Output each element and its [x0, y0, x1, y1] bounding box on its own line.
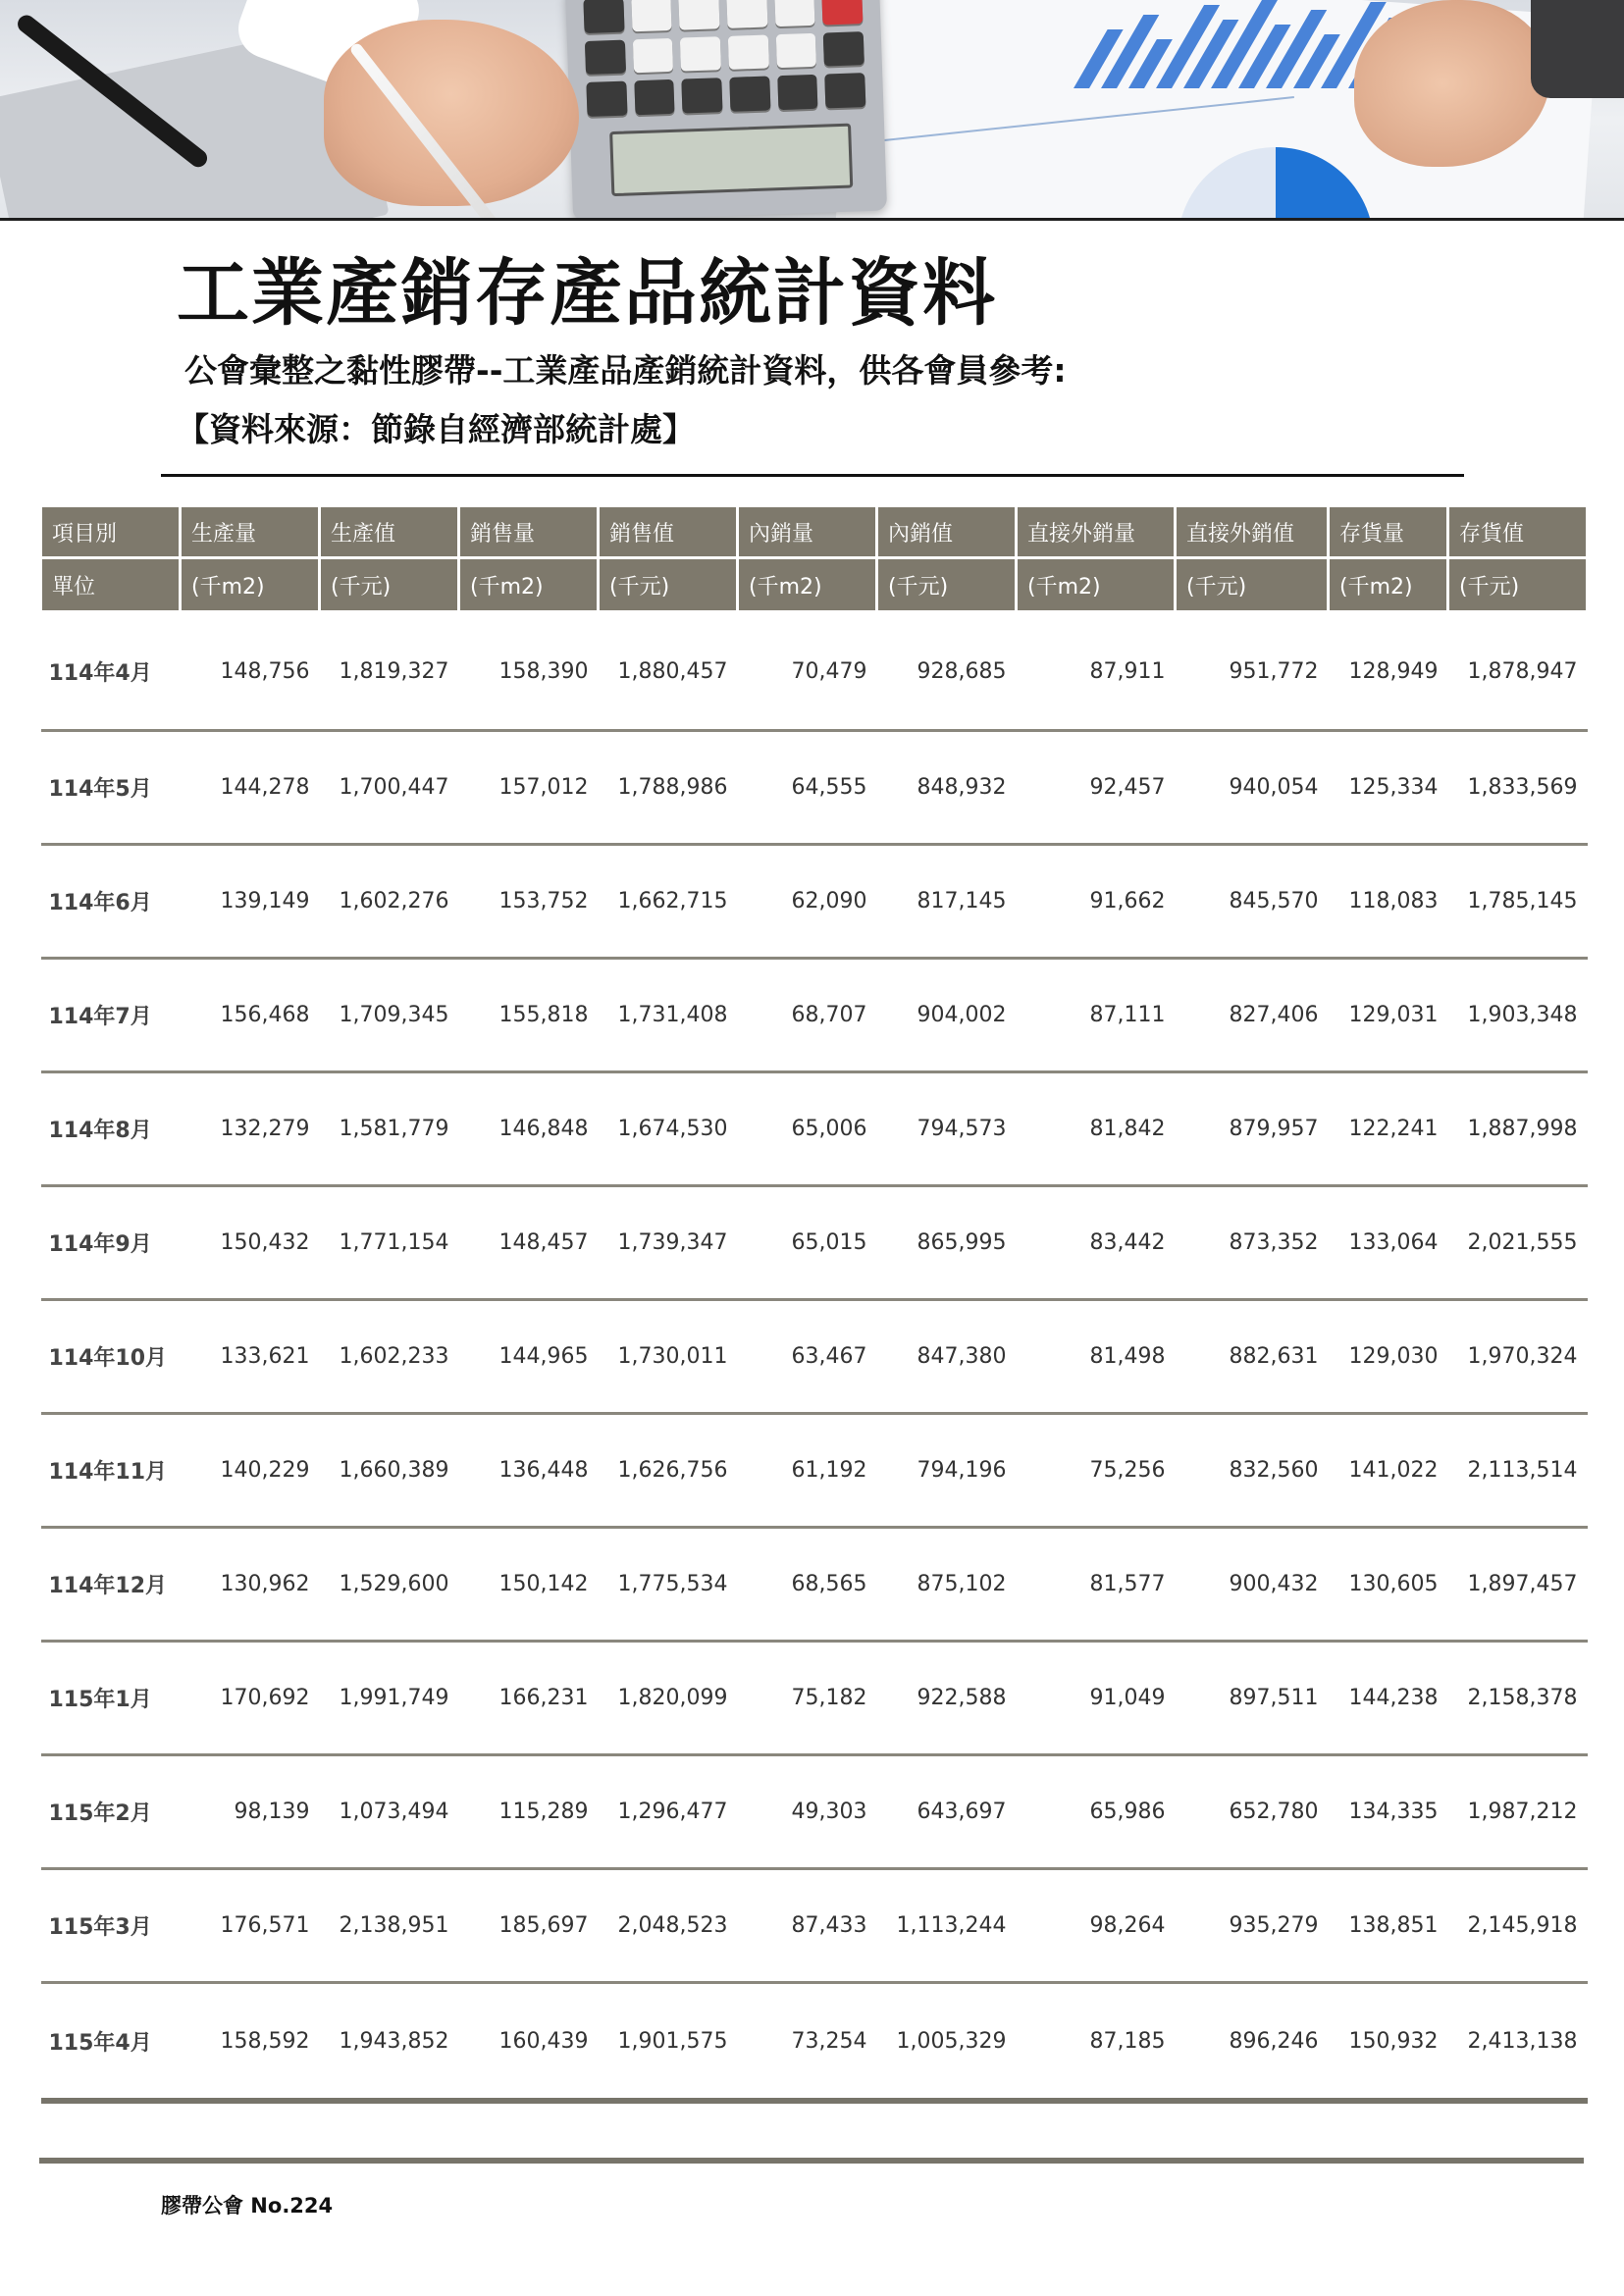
table-cell: 87,185 — [1017, 1983, 1176, 2102]
table-row — [41, 1528, 1588, 1642]
table-cell: 904,002 — [877, 959, 1017, 1072]
table-cell: 1,991,749 — [320, 1642, 459, 1755]
statistics-table — [39, 504, 1589, 2104]
unit-header: (千元) — [1448, 558, 1588, 612]
table-cell: 827,406 — [1176, 959, 1329, 1072]
table-cell: 1,887,998 — [1448, 1072, 1588, 1186]
table-cell: 122,241 — [1329, 1072, 1448, 1186]
table-cell: 922,588 — [877, 1642, 1017, 1755]
table-cell: 73,254 — [738, 1983, 877, 2102]
column-header: 生產值 — [320, 506, 459, 558]
units-row — [41, 558, 1588, 612]
table-cell: 1,529,600 — [320, 1528, 459, 1642]
table-cell: 65,986 — [1017, 1755, 1176, 1869]
table-row — [41, 1983, 1588, 2102]
table-cell: 848,932 — [877, 731, 1017, 845]
table-cell: 155,818 — [459, 959, 599, 1072]
table-cell: 132,279 — [181, 1072, 320, 1186]
unit-header: (千元) — [1176, 558, 1329, 612]
column-header: 內銷值 — [877, 506, 1017, 558]
table-cell: 158,592 — [181, 1983, 320, 2102]
unit-header: (千m2) — [459, 558, 599, 612]
table-cell: 951,772 — [1176, 612, 1329, 731]
unit-header: 單位 — [41, 558, 181, 612]
column-header: 內銷量 — [738, 506, 877, 558]
table-cell: 148,457 — [459, 1186, 599, 1300]
row-period-label: 114年10月 — [41, 1300, 181, 1414]
table-row — [41, 731, 1588, 845]
table-cell: 1,626,756 — [599, 1414, 738, 1528]
header-row — [41, 506, 1588, 558]
unit-header: (千m2) — [738, 558, 877, 612]
table-row — [41, 959, 1588, 1072]
unit-header: (千m2) — [181, 558, 320, 612]
table-cell: 847,380 — [877, 1300, 1017, 1414]
table-cell: 1,943,852 — [320, 1983, 459, 2102]
table-cell: 65,006 — [738, 1072, 877, 1186]
table-cell: 794,573 — [877, 1072, 1017, 1186]
column-header: 銷售值 — [599, 506, 738, 558]
table-row — [41, 1300, 1588, 1414]
table-cell: 817,145 — [877, 845, 1017, 959]
table-cell: 150,432 — [181, 1186, 320, 1300]
row-period-label: 114年6月 — [41, 845, 181, 959]
table-cell: 91,662 — [1017, 845, 1176, 959]
table-cell: 81,498 — [1017, 1300, 1176, 1414]
column-header: 直接外銷量 — [1017, 506, 1176, 558]
table-cell: 62,090 — [738, 845, 877, 959]
table-cell: 2,048,523 — [599, 1869, 738, 1983]
table-cell: 115,289 — [459, 1755, 599, 1869]
calculator-shape — [565, 0, 887, 221]
table-cell: 1,073,494 — [320, 1755, 459, 1869]
table-row — [41, 1642, 1588, 1755]
table-cell: 1,785,145 — [1448, 845, 1588, 959]
table-cell: 139,149 — [181, 845, 320, 959]
page-subtitle: 公會彙整之黏性膠帶--工業產品產銷統計資料，供各會員參考: — [184, 351, 1067, 390]
table-cell: 92,457 — [1017, 731, 1176, 845]
table-cell: 1,771,154 — [320, 1186, 459, 1300]
unit-header: (千元) — [599, 558, 738, 612]
table-row — [41, 612, 1588, 731]
table-cell: 1,820,099 — [599, 1642, 738, 1755]
column-header: 生產量 — [181, 506, 320, 558]
table-cell: 845,570 — [1176, 845, 1329, 959]
table-cell: 1,775,534 — [599, 1528, 738, 1642]
table-cell: 1,788,986 — [599, 731, 738, 845]
table-cell: 882,631 — [1176, 1300, 1329, 1414]
title-divider — [161, 474, 1464, 477]
table-cell: 134,335 — [1329, 1755, 1448, 1869]
table-cell: 1,731,408 — [599, 959, 738, 1072]
unit-header: (千元) — [320, 558, 459, 612]
table-cell: 1,880,457 — [599, 612, 738, 731]
table-cell: 130,962 — [181, 1528, 320, 1642]
row-period-label: 114年4月 — [41, 612, 181, 731]
table-cell: 153,752 — [459, 845, 599, 959]
table-cell: 832,560 — [1176, 1414, 1329, 1528]
row-period-label: 115年4月 — [41, 1983, 181, 2102]
table-cell: 2,413,138 — [1448, 1983, 1588, 2102]
row-period-label: 114年8月 — [41, 1072, 181, 1186]
table-cell: 87,911 — [1017, 612, 1176, 731]
table-cell: 160,439 — [459, 1983, 599, 2102]
table-cell: 91,049 — [1017, 1642, 1176, 1755]
table-cell: 64,555 — [738, 731, 877, 845]
table-cell: 1,005,329 — [877, 1983, 1017, 2102]
table-cell: 935,279 — [1176, 1869, 1329, 1983]
row-period-label: 115年2月 — [41, 1755, 181, 1869]
table-cell: 140,229 — [181, 1414, 320, 1528]
table-cell: 98,264 — [1017, 1869, 1176, 1983]
row-period-label: 114年7月 — [41, 959, 181, 1072]
table-cell: 65,015 — [738, 1186, 877, 1300]
table-cell: 879,957 — [1176, 1072, 1329, 1186]
table-cell: 61,192 — [738, 1414, 877, 1528]
table-cell: 2,138,951 — [320, 1869, 459, 1983]
table-cell: 940,054 — [1176, 731, 1329, 845]
table-cell: 68,565 — [738, 1528, 877, 1642]
table-cell: 49,303 — [738, 1755, 877, 1869]
table-cell: 185,697 — [459, 1869, 599, 1983]
table-cell: 81,842 — [1017, 1072, 1176, 1186]
table-cell: 1,660,389 — [320, 1414, 459, 1528]
unit-header: (千元) — [877, 558, 1017, 612]
column-header: 存貨量 — [1329, 506, 1448, 558]
table-cell: 130,605 — [1329, 1528, 1448, 1642]
row-period-label: 114年5月 — [41, 731, 181, 845]
table-cell: 138,851 — [1329, 1869, 1448, 1983]
table-cell: 643,697 — [877, 1755, 1017, 1869]
footer-divider — [39, 2158, 1584, 2164]
table-cell: 87,433 — [738, 1869, 877, 1983]
row-period-label: 115年1月 — [41, 1642, 181, 1755]
table-cell: 1,730,011 — [599, 1300, 738, 1414]
column-header: 項目別 — [41, 506, 181, 558]
table-cell: 156,468 — [181, 959, 320, 1072]
table-cell: 1,739,347 — [599, 1186, 738, 1300]
row-period-label: 114年12月 — [41, 1528, 181, 1642]
column-header: 直接外銷值 — [1176, 506, 1329, 558]
table-cell: 1,602,233 — [320, 1300, 459, 1414]
footer-label: 膠帶公會 No.224 — [161, 2194, 334, 2218]
table-body — [41, 612, 1588, 2102]
table-cell: 136,448 — [459, 1414, 599, 1528]
table-cell: 896,246 — [1176, 1983, 1329, 2102]
table-row — [41, 1072, 1588, 1186]
table-cell: 1,970,324 — [1448, 1300, 1588, 1414]
table-cell: 897,511 — [1176, 1642, 1329, 1755]
table-cell: 144,278 — [181, 731, 320, 845]
table-cell: 133,621 — [181, 1300, 320, 1414]
table-cell: 68,707 — [738, 959, 877, 1072]
table-row — [41, 1755, 1588, 1869]
unit-header: (千m2) — [1017, 558, 1176, 612]
table-row — [41, 1869, 1588, 1983]
table-cell: 70,479 — [738, 612, 877, 731]
sleeve-right-shape — [1531, 0, 1624, 98]
table-cell: 1,674,530 — [599, 1072, 738, 1186]
table-cell: 875,102 — [877, 1528, 1017, 1642]
table-cell: 1,903,348 — [1448, 959, 1588, 1072]
table-cell: 98,139 — [181, 1755, 320, 1869]
table-cell: 170,692 — [181, 1642, 320, 1755]
table-cell: 144,965 — [459, 1300, 599, 1414]
table-cell: 176,571 — [181, 1869, 320, 1983]
table-cell: 128,949 — [1329, 612, 1448, 731]
table-cell: 1,602,276 — [320, 845, 459, 959]
row-period-label: 114年9月 — [41, 1186, 181, 1300]
table-cell: 144,238 — [1329, 1642, 1448, 1755]
table-cell: 129,031 — [1329, 959, 1448, 1072]
table-cell: 129,030 — [1329, 1300, 1448, 1414]
table-cell: 148,756 — [181, 612, 320, 731]
table-cell: 652,780 — [1176, 1755, 1329, 1869]
table-cell: 166,231 — [459, 1642, 599, 1755]
table-cell: 1,581,779 — [320, 1072, 459, 1186]
data-source-note: 【資料來源：節錄自經濟部統計處】 — [177, 410, 695, 448]
table-cell: 83,442 — [1017, 1186, 1176, 1300]
table-cell: 900,432 — [1176, 1528, 1329, 1642]
table-cell: 928,685 — [877, 612, 1017, 731]
table-cell: 81,577 — [1017, 1528, 1176, 1642]
table-cell: 2,021,555 — [1448, 1186, 1588, 1300]
row-period-label: 115年3月 — [41, 1869, 181, 1983]
table-cell: 1,296,477 — [599, 1755, 738, 1869]
table-cell: 157,012 — [459, 731, 599, 845]
table-cell: 865,995 — [877, 1186, 1017, 1300]
table-cell: 150,142 — [459, 1528, 599, 1642]
table-cell: 158,390 — [459, 612, 599, 731]
table-cell: 125,334 — [1329, 731, 1448, 845]
table-row — [41, 1414, 1588, 1528]
row-period-label: 114年11月 — [41, 1414, 181, 1528]
unit-header: (千m2) — [1329, 558, 1448, 612]
table-cell: 141,022 — [1329, 1414, 1448, 1528]
column-header: 存貨值 — [1448, 506, 1588, 558]
header-photo — [0, 0, 1624, 221]
table-cell: 1,897,457 — [1448, 1528, 1588, 1642]
table-cell: 2,113,514 — [1448, 1414, 1588, 1528]
column-header: 銷售量 — [459, 506, 599, 558]
page-title: 工業產銷存產品統計資料 — [177, 251, 997, 336]
table-cell: 118,083 — [1329, 845, 1448, 959]
table-cell: 1,113,244 — [877, 1869, 1017, 1983]
table-cell: 873,352 — [1176, 1186, 1329, 1300]
table-cell: 1,819,327 — [320, 612, 459, 731]
table-cell: 2,145,918 — [1448, 1869, 1588, 1983]
table-cell: 75,182 — [738, 1642, 877, 1755]
table-row — [41, 845, 1588, 959]
table-cell: 1,700,447 — [320, 731, 459, 845]
table-cell: 1,987,212 — [1448, 1755, 1588, 1869]
table-cell: 150,932 — [1329, 1983, 1448, 2102]
table-cell: 75,256 — [1017, 1414, 1176, 1528]
table-cell: 2,158,378 — [1448, 1642, 1588, 1755]
table-cell: 87,111 — [1017, 959, 1176, 1072]
table-cell: 1,833,569 — [1448, 731, 1588, 845]
table-cell: 1,662,715 — [599, 845, 738, 959]
table-cell: 133,064 — [1329, 1186, 1448, 1300]
table-cell: 794,196 — [877, 1414, 1017, 1528]
table-cell: 63,467 — [738, 1300, 877, 1414]
table-row — [41, 1186, 1588, 1300]
table-cell: 1,878,947 — [1448, 612, 1588, 731]
table-cell: 1,901,575 — [599, 1983, 738, 2102]
table-cell: 1,709,345 — [320, 959, 459, 1072]
table-cell: 146,848 — [459, 1072, 599, 1186]
